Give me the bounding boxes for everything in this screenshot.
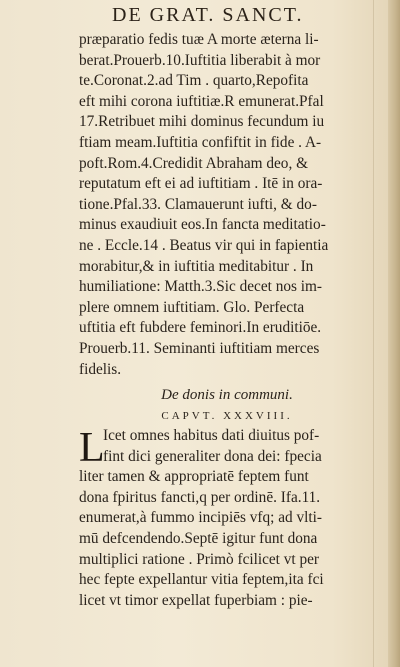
text-line: liter tamen & appropriatē feptem funt — [79, 468, 309, 486]
drop-cap: L — [79, 425, 105, 472]
text-line: ftiam meam.Iuftitia confiftit in fide . A- — [79, 133, 322, 151]
text-line: tione.Pfal.33. Clamauerunt iufti, & do- — [79, 195, 317, 213]
text-line: poft.Rom.4.Credidit Abraham deo, & — [79, 154, 308, 172]
text-line: multiplici ratione . Primò fcilicet vt per — [79, 550, 320, 568]
text-line: ne . Eccle.14 . Beatus vir qui in fapientia — [79, 236, 329, 254]
text-line: 17.Retribuet mihi dominus fecundum iu — [79, 113, 325, 131]
page-edge — [388, 0, 400, 667]
text-line: Icet omnes habitus dati diuitus pof- — [103, 427, 320, 445]
text-line: minus exaudiuit eos.In fancta meditatio- — [79, 216, 326, 234]
running-head: DE GRAT. SANCT. — [112, 4, 304, 26]
text-line: fint dici generaliter dona dei: fpecia — [103, 447, 322, 465]
text-line: plere omnem iuftitiam. Glo. Perfecta — [79, 298, 305, 316]
chapter-heading: CAPVT. XXXVIII. — [161, 410, 293, 423]
text-line: berat.Prouerb.10.Iuftitia liberabit à mor — [79, 51, 321, 69]
text-line: mū defcendendo.Septē igitur funt dona — [79, 530, 318, 548]
text-line: præparatio fedis tuæ A morte æterna li- — [79, 31, 319, 48]
section-heading: De donis in communi. — [161, 387, 293, 404]
text-line: fidelis. — [79, 360, 122, 378]
text-line: humiliatione: Matth.3.Sic decet nos im- — [79, 278, 323, 296]
drop-cap-paragraph — [79, 425, 375, 472]
text-block — [79, 30, 375, 611]
text-line: Prouerb.11. Seminanti iuftitiam merces — [79, 339, 320, 357]
text-line: eft mihi corona iuftitiæ.R emunerat.Pfal — [79, 92, 324, 110]
text-line: licet vt timor expellat fuperbiam : pie- — [79, 591, 313, 609]
text-line: te.Coronat.2.ad Tim . quarto,Repofita — [79, 72, 309, 90]
text-line: enumerat,à fummo incipiēs vfq; ad vlti- — [79, 509, 322, 527]
text-line: morabitur,& in iuftitia meditabitur . In — [79, 257, 314, 275]
text-line: dona fpiritus fancti,q per ordinē. Ifa.11. — [79, 488, 321, 506]
text-line: uftitia eft fubdere feminori.In eruditiōe. — [79, 319, 322, 337]
text-line: reputatum eft ei ad iuftitiam . Itē in ora- — [79, 175, 323, 193]
text-line: hec fepte expellantur vitia feptem,ita fci — [79, 571, 324, 589]
